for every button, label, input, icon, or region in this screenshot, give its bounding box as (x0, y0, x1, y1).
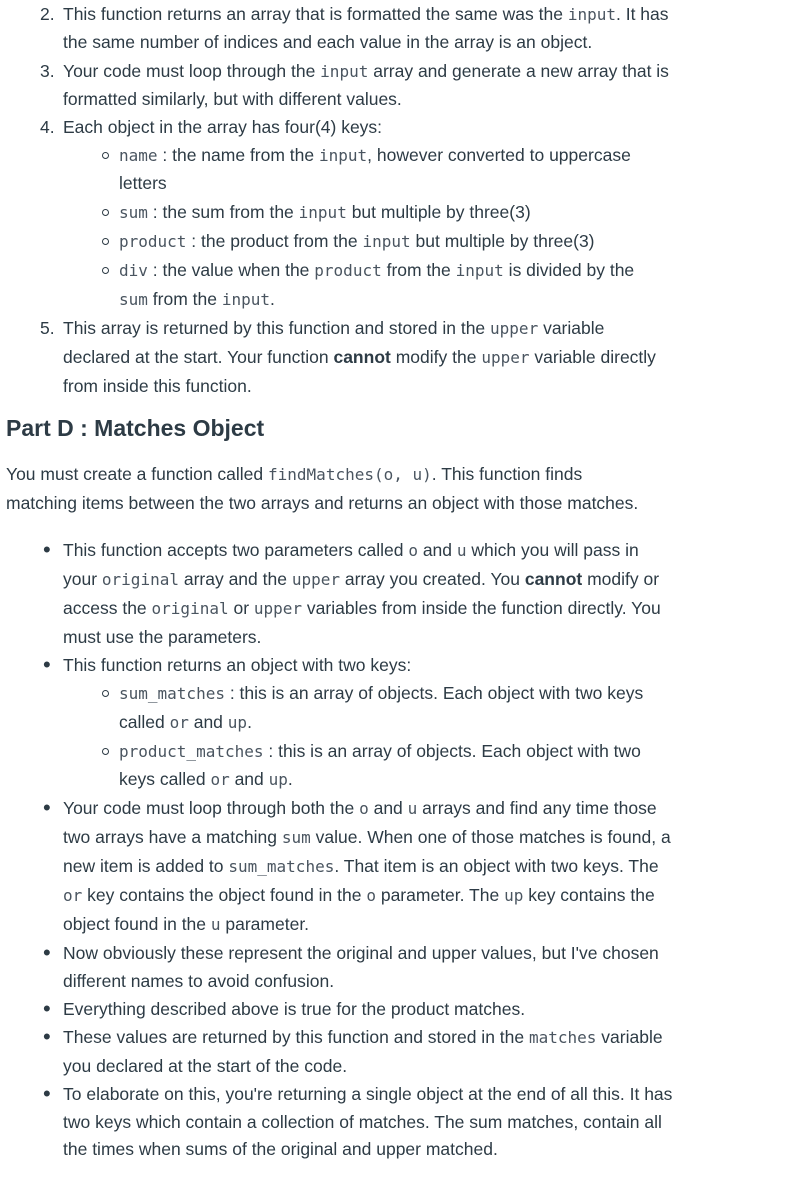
item5-line2: declared at the start. Your function cannot modify the upper variable directly (63, 347, 656, 367)
b2-line1: This function returns an object with two keys: (63, 655, 412, 675)
list-number: 5. (40, 318, 55, 338)
sub-sum-matches-line2: called or and up. (119, 712, 252, 732)
sub-sum-matches-line1: sum_matches : this is an array of objects. Each object with two keys (119, 683, 644, 703)
bullet-icon: • (43, 537, 51, 562)
item2-line2: the same number of indices and each value in the array is an object. (63, 32, 593, 52)
b3-line2: two arrays have a matching sum value. When one of those matches is found, a (63, 827, 671, 847)
b1-line4: must use the parameters. (63, 627, 262, 647)
sub-name-line1: name : the name from the input, however converted to uppercase (119, 145, 631, 165)
b5-line1: Everything described above is true for the product matches. (63, 999, 526, 1019)
bullet-icon: • (43, 1081, 51, 1106)
item4-line1: Each object in the array has four(4) keys: (63, 117, 383, 137)
circle-bullet-icon (102, 238, 109, 245)
b6-line2: you declared at the start of the code. (63, 1056, 348, 1076)
b3-line3: new item is added to sum_matches. That item is an object with two keys. The (63, 856, 659, 876)
bullet-icon: • (43, 1024, 51, 1049)
bullet-icon: • (43, 996, 51, 1021)
item3-line1: Your code must loop through the input array and generate a new array that is (63, 61, 669, 81)
item5-line1: This array is returned by this function and stored in the upper variable (63, 318, 605, 338)
sub-product-matches-line1: product_matches : this is an array of objects. Each object with two (119, 741, 641, 761)
b4-line2: different names to avoid confusion. (63, 971, 335, 991)
sub-product-line1: product : the product from the input but multiple by three(3) (119, 231, 595, 251)
b7-line3: the times when sums of the original and upper matched. (63, 1139, 498, 1159)
b1-line3: access the original or upper variables from inside the function directly. You (63, 598, 661, 618)
circle-bullet-icon (102, 690, 109, 697)
b1-line2: your original array and the upper array you created. You cannot modify or (63, 569, 660, 589)
intro-line2: matching items between the two arrays and returns an object with those matches. (6, 493, 639, 513)
item3-line2: formatted similarly, but with different values. (63, 89, 402, 109)
circle-bullet-icon (102, 267, 109, 274)
b7-line1: To elaborate on this, you're returning a single object at the end of all this. It has (63, 1084, 673, 1104)
b1-line1: This function accepts two parameters called o and u which you will pass in (63, 540, 639, 560)
bullet-icon: • (43, 652, 51, 677)
b3-line4: or key contains the object found in the o parameter. The up key contains the (63, 885, 655, 905)
item2-line1: This function returns an array that is formatted the same was the input. It has (63, 4, 669, 24)
sub-div-line2: sum from the input. (119, 289, 275, 309)
b6-line1: These values are returned by this function and stored in the matches variable (63, 1027, 663, 1047)
circle-bullet-icon (102, 748, 109, 755)
b3-line1: Your code must loop through both the o and u arrays and find any time those (63, 798, 657, 818)
item5-line3: from inside this function. (63, 376, 252, 396)
bullet-icon: • (43, 795, 51, 820)
b4-line1: Now obviously these represent the original and upper values, but I've chosen (63, 943, 659, 963)
b3-line5: object found in the u parameter. (63, 914, 310, 934)
list-number: 4. (40, 117, 55, 137)
section-heading: Part D : Matches Object (6, 415, 265, 441)
b7-line2: two keys which contain a collection of matches. The sum matches, contain all (63, 1112, 662, 1132)
sub-product-matches-line2: keys called or and up. (119, 769, 293, 789)
circle-bullet-icon (102, 209, 109, 216)
list-number: 3. (40, 61, 55, 81)
sub-sum-line1: sum : the sum from the input but multiple by three(3) (119, 202, 531, 222)
sub-div-line1: div : the value when the product from the input is divided by the (119, 260, 635, 280)
bullet-icon: • (43, 940, 51, 965)
intro-line1: You must create a function called findMatches(o, u). This function finds (6, 464, 583, 484)
sub-name-line2: letters (119, 173, 167, 193)
circle-bullet-icon (102, 152, 109, 159)
list-number: 2. (40, 4, 55, 24)
